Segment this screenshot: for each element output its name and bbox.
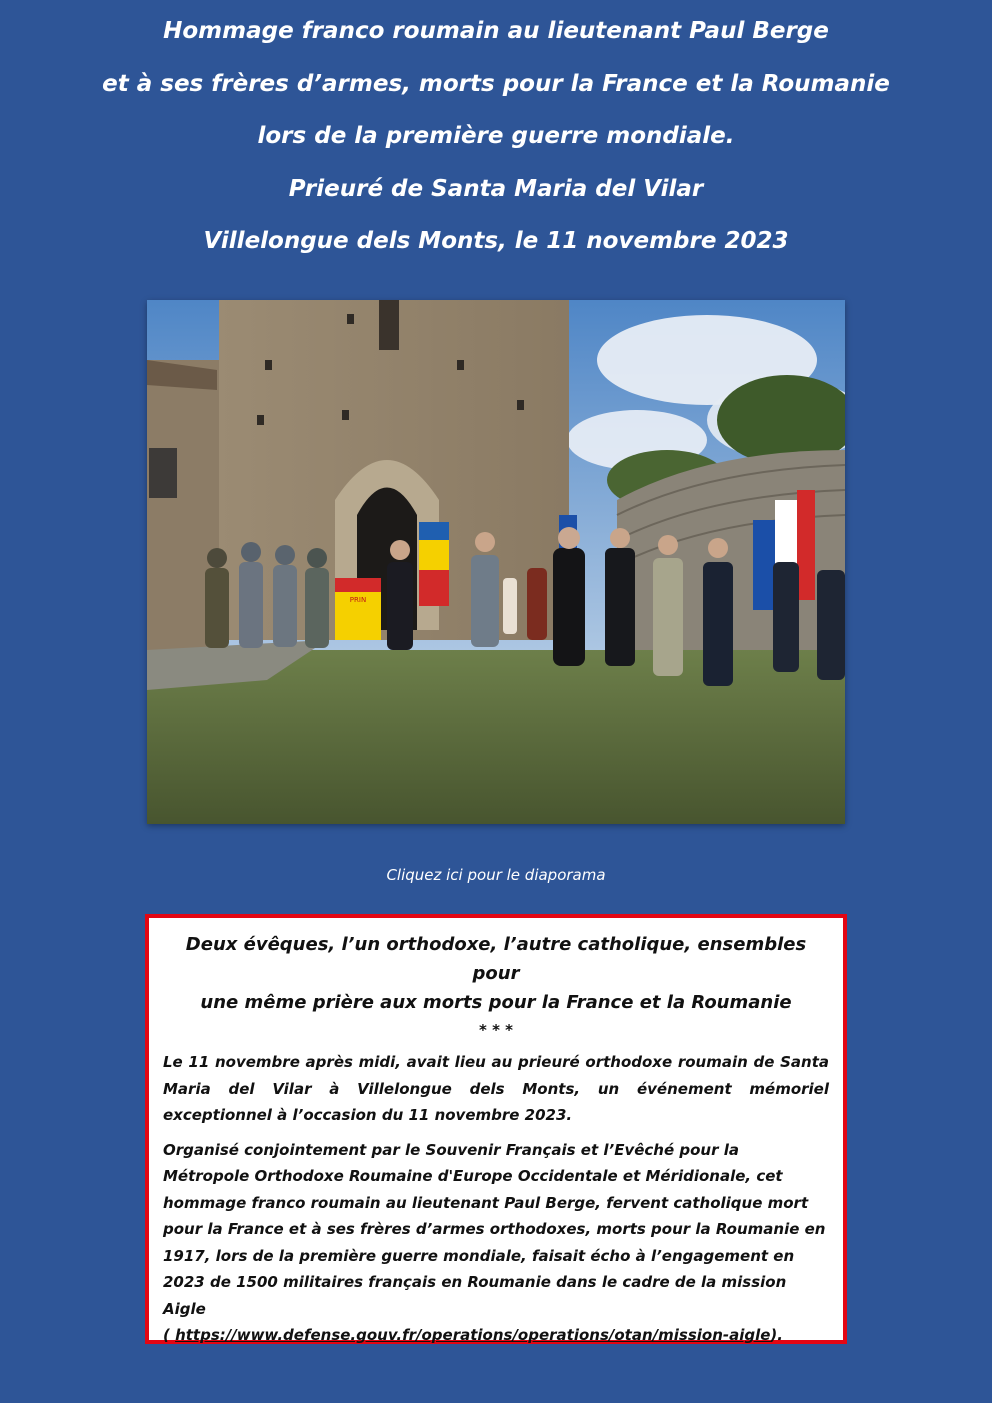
header-title-line-1: Hommage franco roumain au lieutenant Paul Berge: [163, 18, 829, 44]
paragraph-2: [163, 1137, 829, 1349]
paragraph-1: Le 11 novembre après midi, avait lieu au prieuré orthodoxe roumain de Santa Maria del Vilar à Villelongue dels Monts, un événement mémoriel exceptionnel à l’occasion du 11 novembre 2023.: [163, 1053, 829, 1124]
header-location-line: Prieuré de Santa Maria del Vilar: [288, 175, 704, 202]
ceremony-photo[interactable]: [147, 300, 845, 824]
link-close-paren: ).: [770, 1326, 783, 1344]
page-header: [0, 12, 992, 275]
link-open-paren: (: [163, 1326, 176, 1344]
header-date-line: Villelongue dels Monts, le 11 novembre 2023: [203, 228, 789, 254]
box-heading-line-2: une même prière aux morts pour la France et la Roumanie: [200, 992, 792, 1013]
box-heading-line-1: Deux évêques, l’un orthodoxe, l’autre catholique, ensembles pour: [185, 934, 807, 984]
header-title-line-3: lors de la première guerre mondiale.: [257, 123, 735, 149]
article-box: [145, 914, 847, 1344]
separator-stars: * * *: [479, 1021, 513, 1039]
mission-aigle-link[interactable]: https://www.defense.gouv.fr/operations/operations/otan/mission-aigle: [175, 1326, 771, 1344]
header-title-line-2: et à ses frères d’armes, morts pour la France et la Roumanie: [102, 70, 890, 97]
paragraph-2-text: Organisé conjointement par le Souvenir Français et l’Evêché pour la Métropole Orthodoxe Roumaine d'Europe Occidentale et Méridionale, cet hommage franco roumain au lieutenant Paul Berge, fervent catholique mort pour la France et à ses frères d’armes orthodoxes, morts pour la Roumanie en 1917, lors de la première guerre mondiale, faisait écho à l’engagement en 2023 de 1500 militaires français en Roumanie dans le cadre de la mission Aigle: [163, 1140, 826, 1318]
flag-text: PRIN: [349, 596, 367, 604]
slideshow-link[interactable]: Cliquez ici pour le diaporama: [386, 866, 606, 884]
